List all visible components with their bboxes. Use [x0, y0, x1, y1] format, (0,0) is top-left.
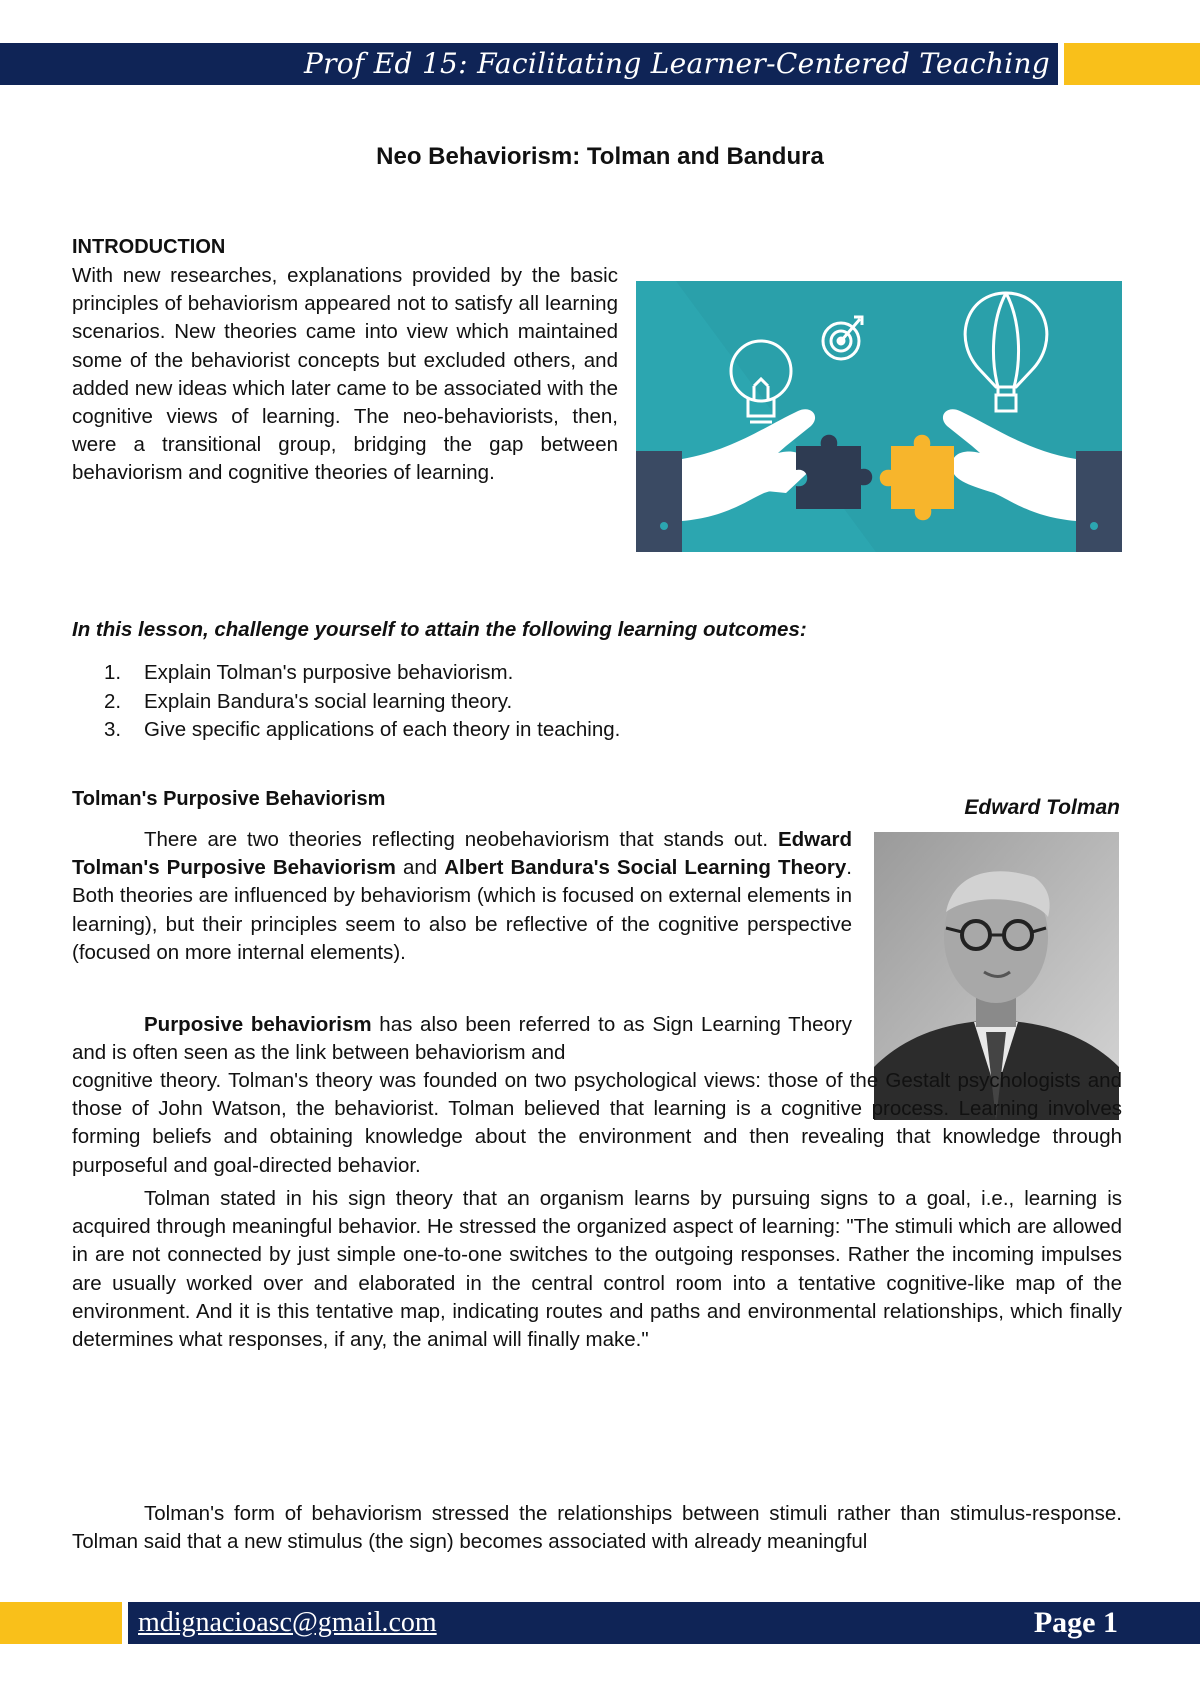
- tolman-paragraph-2b: cognitive theory. Tolman's theory was founded on two psychological views: those of the Gestalt psychologists and those of John Watson, the behaviorist. Tolman believed that learning is a cognitive process. Learning involves forming beliefs and obtaining knowledge about the environment and then revealing that knowledge through purposeful and goal-directed behavior.: [72, 1069, 1122, 1177]
- tolman-paragraph-2a: Purposive behaviorism has also been referred to as Sign Learning Theory and is often seen as the link between behaviorism and: [72, 1013, 852, 1065]
- course-title: Prof Ed 15: Facilitating Learner-Centered Teaching: [303, 47, 1050, 80]
- tolman-paragraph-1: There are two theories reflecting neobehaviorism that stands out. Edward Tolman's Purposive Behaviorism and Albert Bandura's Social Learning Theory. Both theories are influenced by behaviorism (which is focused on external elements in learning), but their principles seem to also be reflective of the cognitive perspective (focused on more internal elements).: [72, 828, 852, 964]
- photo-caption: Edward Tolman: [964, 796, 1120, 819]
- tolman-paragraph-3: Tolman stated in his sign theory that an organism learns by pursuing signs to a goal, i.e., learning is acquired through meaningful behavior. He stressed the organized aspect of learning: "The stimuli which are allowed in are not connected by just simple one-to-one switches to the outgoing responses. Rather the incoming impulses are usually worked over and elaborated in the central control room into a tentative cognitive-like map of the environment. And it is this tentative map, indicating routes and paths and environmental relationships, which finally determines what responses, if any, the animal will finally make.": [72, 1187, 1122, 1352]
- introduction-heading: INTRODUCTION: [72, 236, 226, 258]
- list-item: 3. Give specific applications of each theory in teaching.: [104, 718, 621, 741]
- footer-accent: [0, 1602, 122, 1644]
- list-item: 1. Explain Tolman's purposive behaviorism.: [104, 661, 514, 684]
- tolman-heading: Tolman's Purposive Behaviorism: [72, 788, 386, 810]
- list-item: 2. Explain Bandura's social learning theory.: [104, 689, 513, 713]
- author-email-link[interactable]: mdignacioasc@gmail.com: [138, 1607, 437, 1638]
- tolman-paragraph-4: Tolman's form of behaviorism stressed the relationships between stimuli rather than stimulus-response. Tolman said that a new stimulus (the sign) becomes associated with already meaningful: [72, 1502, 1122, 1554]
- header-accent: [1064, 43, 1200, 85]
- outcomes-heading: In this lesson, challenge yourself to attain the following learning outcomes:: [72, 618, 807, 641]
- introduction-text: With new researches, explanations provided by the basic principles of behaviorism appeared not to satisfy all learning scenarios. New theories came into view which maintained some of the behaviorist concepts but excluded others, and added new ideas which later came to be associated with the cognitive views of learning. The neo-behaviorists, then, were a transitional group, bridging the gap between behaviorism and cognitive theories of learning.: [72, 264, 618, 485]
- puzzle-hands-icon: [636, 281, 1122, 552]
- page-number: Page 1: [1033, 1606, 1118, 1639]
- outcomes-list: [104, 659, 620, 745]
- page-title: Neo Behaviorism: Tolman and Bandura: [376, 143, 824, 170]
